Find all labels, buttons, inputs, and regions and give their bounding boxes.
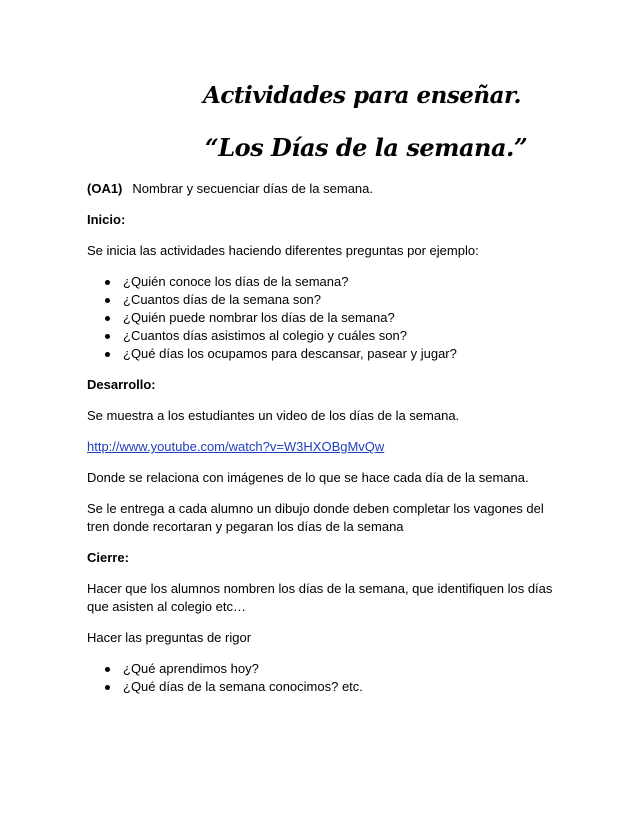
bullet-icon <box>105 316 110 321</box>
objective-code: (OA1) <box>87 181 123 196</box>
list-item <box>87 327 557 345</box>
list-item <box>87 291 557 309</box>
bullet-icon <box>105 667 110 672</box>
bullet-icon <box>105 334 110 339</box>
objective-text: Nombrar y secuenciar días de la semana. <box>132 181 374 196</box>
section-heading-cierre: Cierre: <box>87 550 129 565</box>
list-item <box>87 273 557 291</box>
bullet-icon <box>105 280 110 285</box>
document-subtitle: “Los Días de la semana.” <box>205 133 528 162</box>
question-text: ¿Cuantos días asistimos al colegio y cuáles son? <box>123 328 407 343</box>
section-heading-desarrollo: Desarrollo: <box>87 377 156 392</box>
section-heading-inicio: Inicio: <box>87 212 126 227</box>
bullet-icon <box>105 352 110 357</box>
document-body <box>87 180 557 709</box>
desarrollo-paragraph-1: Se muestra a los estudiantes un video de los días de la semana. <box>87 408 460 423</box>
bullet-icon <box>105 298 110 303</box>
list-item <box>87 345 557 363</box>
bullet-icon <box>105 685 110 690</box>
video-link[interactable]: http://www.youtube.com/watch?v=W3HXOBgMvQw <box>87 439 385 454</box>
cierre-paragraph-1: Hacer que los alumnos nombren los días de la semana, que identifiquen los días que asisten al colegio etc… <box>87 581 553 614</box>
cierre-question-list <box>87 660 557 696</box>
question-text: ¿Qué días de la semana conocimos? etc. <box>123 679 363 694</box>
question-text: ¿Quién puede nombrar los días de la semana? <box>123 310 395 325</box>
question-text: ¿Quién conoce los días de la semana? <box>123 274 349 289</box>
list-item <box>87 309 557 327</box>
desarrollo-paragraph-2: Donde se relaciona con imágenes de lo que se hace cada día de la semana. <box>87 470 529 485</box>
desarrollo-paragraph-3: Se le entrega a cada alumno un dibujo donde deben completar los vagones del tren donde recortaran y pegaran los días de la semana <box>87 501 544 534</box>
document-title: Actividades para enseñar. <box>203 82 522 109</box>
question-text: ¿Cuantos días de la semana son? <box>123 292 322 307</box>
inicio-intro: Se inicia las actividades haciendo diferentes preguntas por ejemplo: <box>87 243 479 258</box>
inicio-question-list <box>87 273 557 363</box>
question-text: ¿Qué días los ocupamos para descansar, pasear y jugar? <box>123 346 457 361</box>
objective-line <box>87 180 557 198</box>
list-item <box>87 660 557 678</box>
question-text: ¿Qué aprendimos hoy? <box>123 661 259 676</box>
cierre-paragraph-2: Hacer las preguntas de rigor <box>87 630 252 645</box>
list-item <box>87 678 557 696</box>
